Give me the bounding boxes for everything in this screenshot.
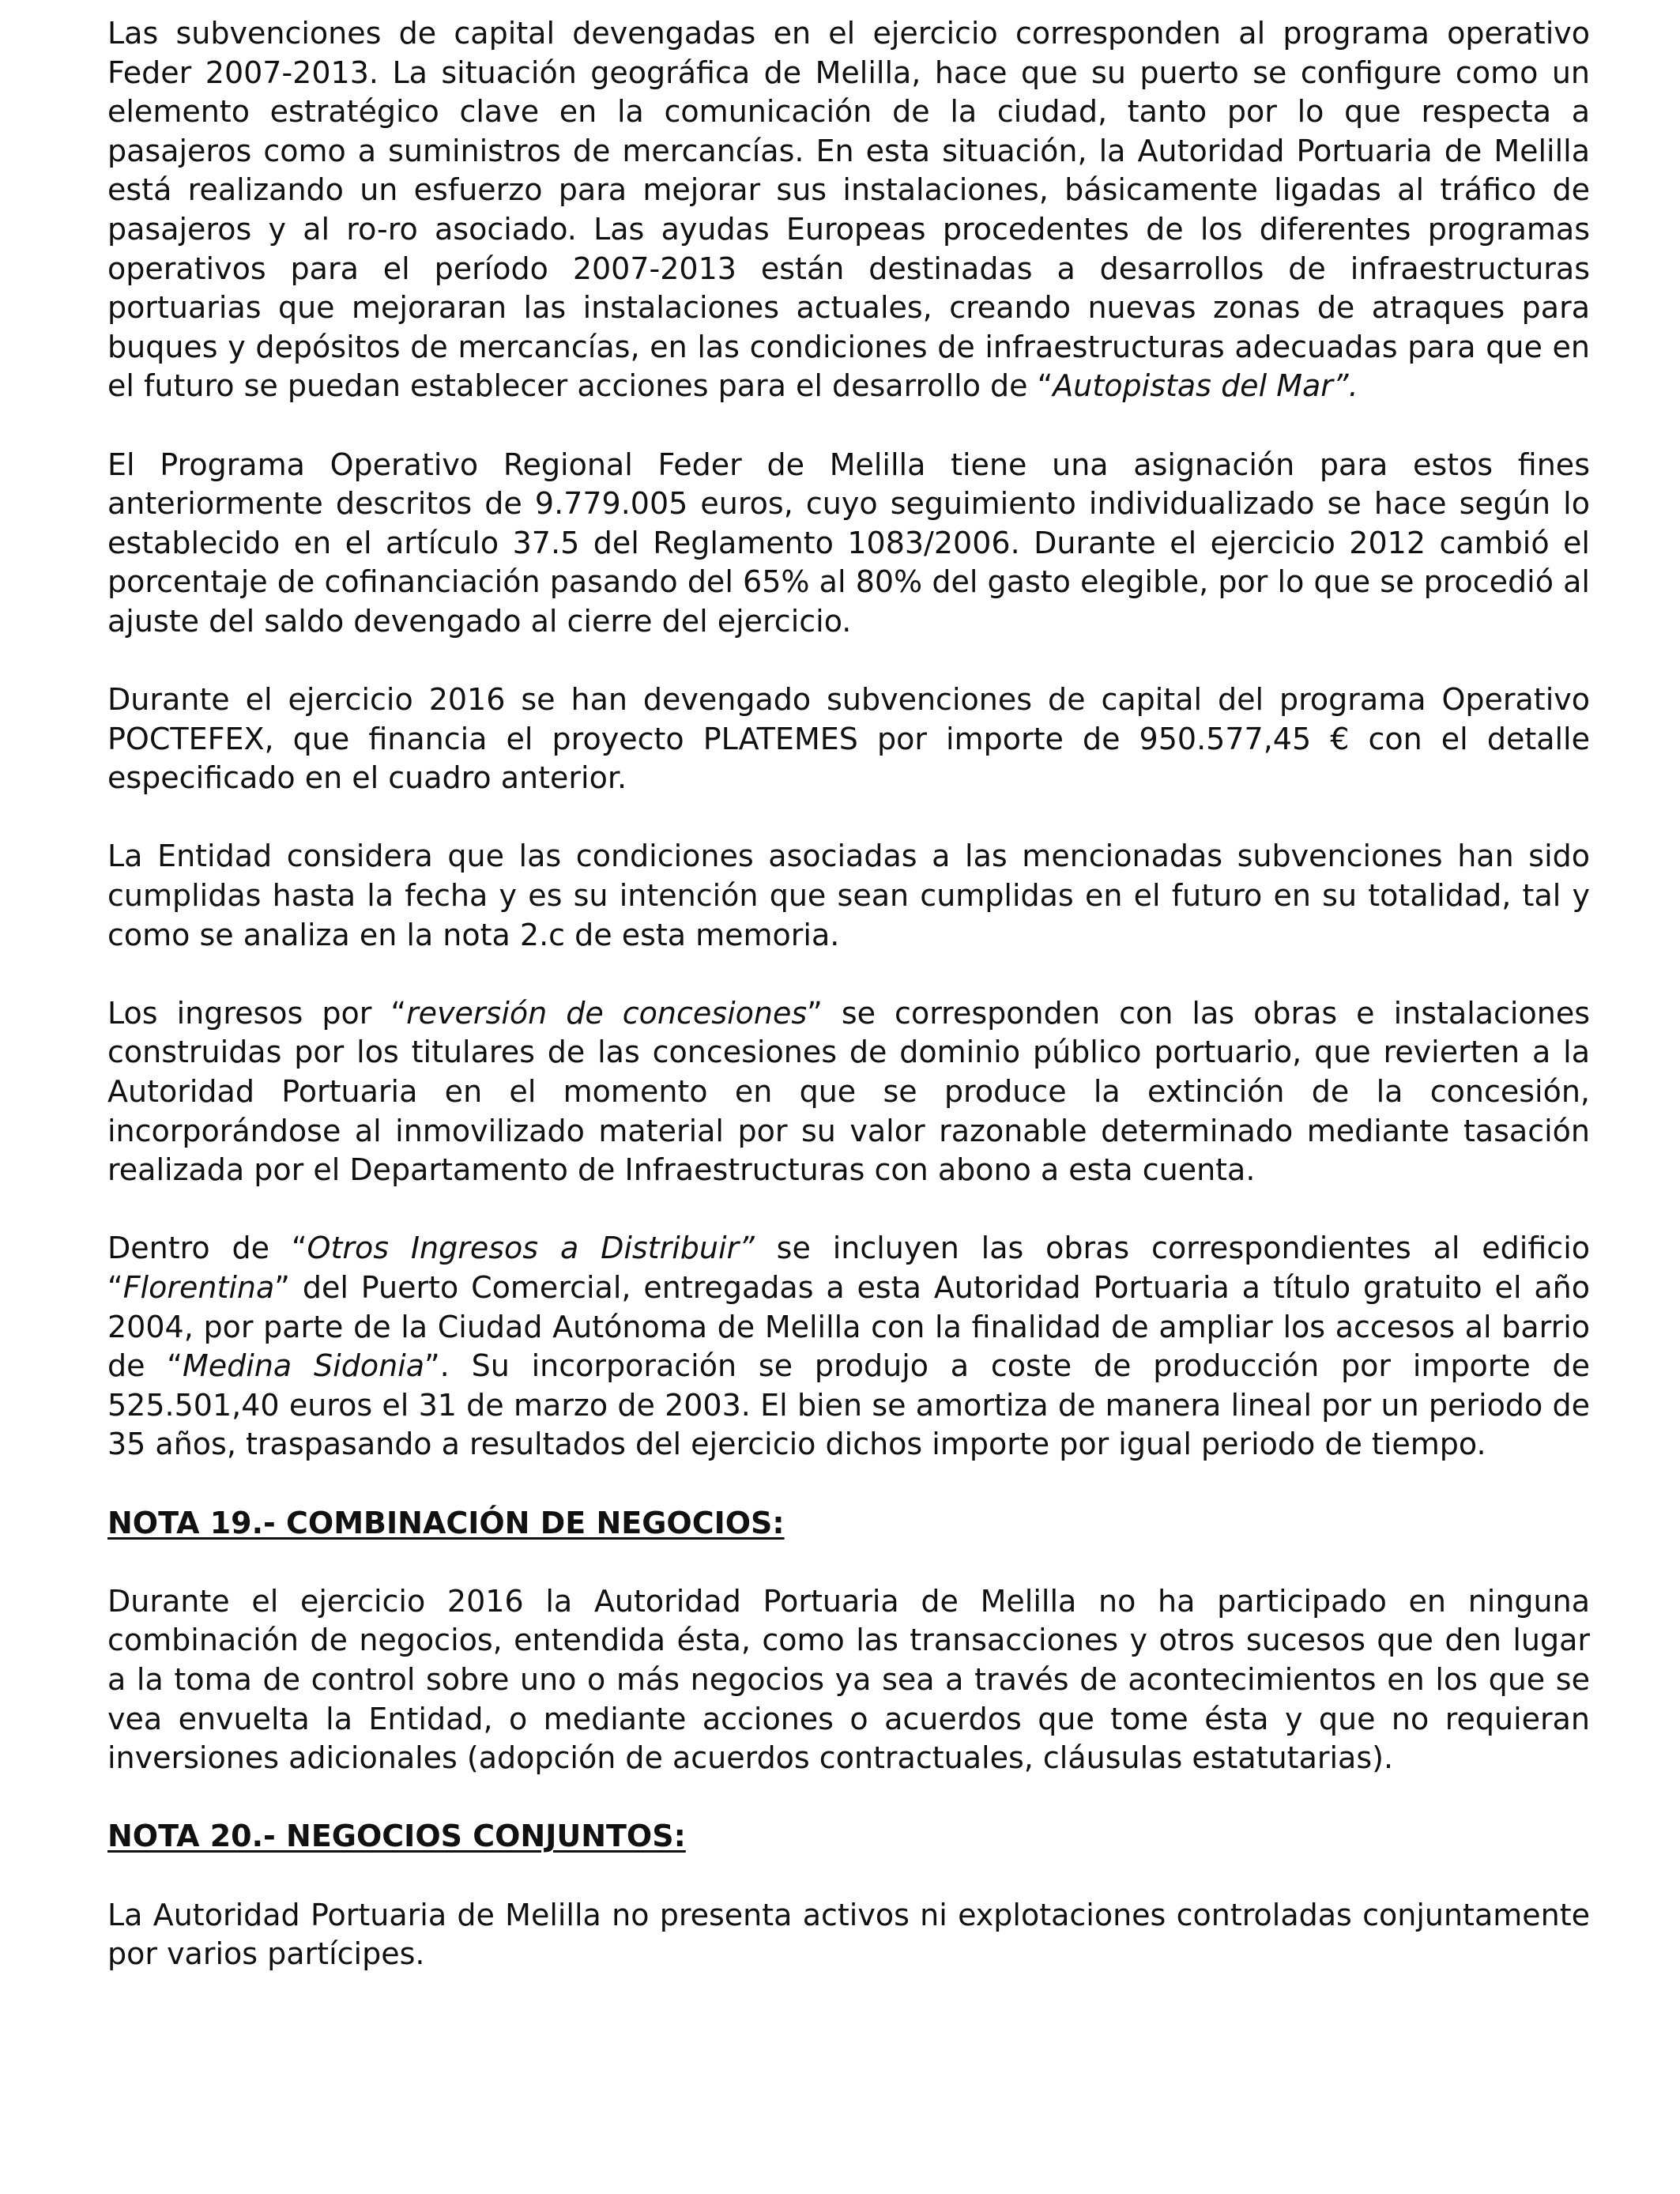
emphasis-florentina: Florentina [122, 1270, 275, 1305]
document-page [107, 14, 1590, 1974]
paragraph-text: ” del Puerto Comercial, entregadas a esta Autoridad Portuaria a título gratuito el año 2004, por parte de la Ciudad Autónoma de Melilla con la finalidad de ampliar los accesos al barrio de “ [107, 1270, 1590, 1384]
paragraph-nota-20: La Autoridad Portuaria de Melilla no presenta activos ni explotaciones controladas conjuntamente por varios partícipes. [107, 1897, 1590, 1972]
section-heading-nota-19: NOTA 19.- COMBINACIÓN DE NEGOCIOS: [107, 1505, 785, 1540]
paragraph-text: ” se corresponden con las obras e instalaciones construidas por los titulares de las concesiones de dominio público portuario, que revierten a la Autoridad Portuaria en el momento en que se produce la extinción de la concesión, incorporándose al inmovilizado material por su valor razonable determinado mediante tasación realizada por el Departamento de Infraestructuras con abono a esta cuenta. [107, 995, 1590, 1188]
emphasis-autopistas: Autopistas del Mar”. [1053, 368, 1358, 404]
section-heading-nota-20: NOTA 20.- NEGOCIOS CONJUNTOS: [107, 1819, 686, 1854]
paragraph-text: se incluyen las obras correspondientes al edificio “ [107, 1231, 1590, 1305]
paragraph-conditions: La Entidad considera que las condiciones asociadas a las mencionadas subvenciones han sido cumplidas hasta la fecha y es su intención que sean cumplidas en el futuro en su totalidad, tal y como se analiza en la nota 2.c de esta memoria. [107, 839, 1590, 952]
paragraph-nota-19: Durante el ejercicio 2016 la Autoridad Portuaria de Melilla no ha participado en ninguna combinación de negocios, entendida ésta, como las transacciones y otros sucesos que den lugar a la toma de control sobre uno o más negocios ya sea a través de acontecimientos en los que se vea envuelta la Entidad, o mediante acciones o acuerdos que tome ésta y que no requieran inversiones adicionales (adopción de acuerdos contractuales, cláusulas estatutarias). [107, 1583, 1590, 1776]
paragraph-text: ”. Su incorporación se produjo a coste de producción por importe de 525.501,40 euros el 31 de marzo de 2003. El bien se amortiza de manera lineal por un periodo de 35 años, traspasando a resultados del ejercicio dichos importe por igual periodo de tiempo. [107, 1348, 1590, 1462]
paragraph-reversion [107, 994, 1590, 1190]
emphasis-otros-ingresos: Otros Ingresos a Distribuir” [307, 1231, 755, 1266]
paragraph-text: Los ingresos por “ [107, 995, 407, 1031]
paragraph-feder-program: El Programa Operativo Regional Feder de Melilla tiene una asignación para estos fines anteriormente descritos de 9.779.005 euros, cuyo seguimiento individualizado se hace según lo establecido en el artículo 37.5 del Reglamento 1083/2006. Durante el ejercicio 2012 cambió el porcentaje de cofinanciación pasando del 65% al 80% del gasto elegible, por lo que se procedió al ajuste del saldo devengado al cierre del ejercicio. [107, 447, 1590, 639]
emphasis-reversion: reversión de concesiones [406, 995, 808, 1031]
paragraph-text: Las subvenciones de capital devengadas en el ejercicio corresponden al programa operativo Feder 2007-2013. La situación geográfica de Melilla, hace que su puerto se configure como un elemento estratégico clave en la comunicación de la ciudad, tanto por lo que respecta a pasajeros como a suministros de mercancías. En esta situación, la Autoridad Portuaria de Melilla está realizando un esfuerzo para mejorar sus instalaciones, básicamente ligadas al tráfico de pasajeros y al ro-ro asociado. Las ayudas Europeas procedentes de los diferentes programas operativos para el período 2007-2013 están destinadas a desarrollos de infraestructuras portuarias que mejoraran las instalaciones actuales, creando nuevas zonas de atraques para buques y depósitos de mercancías, en las condiciones de infraestructuras adecuadas para que en el futuro se puedan establecer acciones para el desarrollo de “ [107, 16, 1590, 404]
emphasis-medina-sidonia: Medina Sidonia [183, 1348, 424, 1384]
paragraph-otros-ingresos [107, 1229, 1590, 1465]
paragraph-poctefex: Durante el ejercicio 2016 se han devengado subvenciones de capital del programa Operativo POCTEFEX, que financia el proyecto PLATEMES por importe de 950.577,45 € con el detalle especificado en el cuadro anterior. [107, 682, 1590, 796]
paragraph-text: Dentro de “ [107, 1231, 307, 1266]
paragraph-feder-subsidies [107, 14, 1590, 406]
